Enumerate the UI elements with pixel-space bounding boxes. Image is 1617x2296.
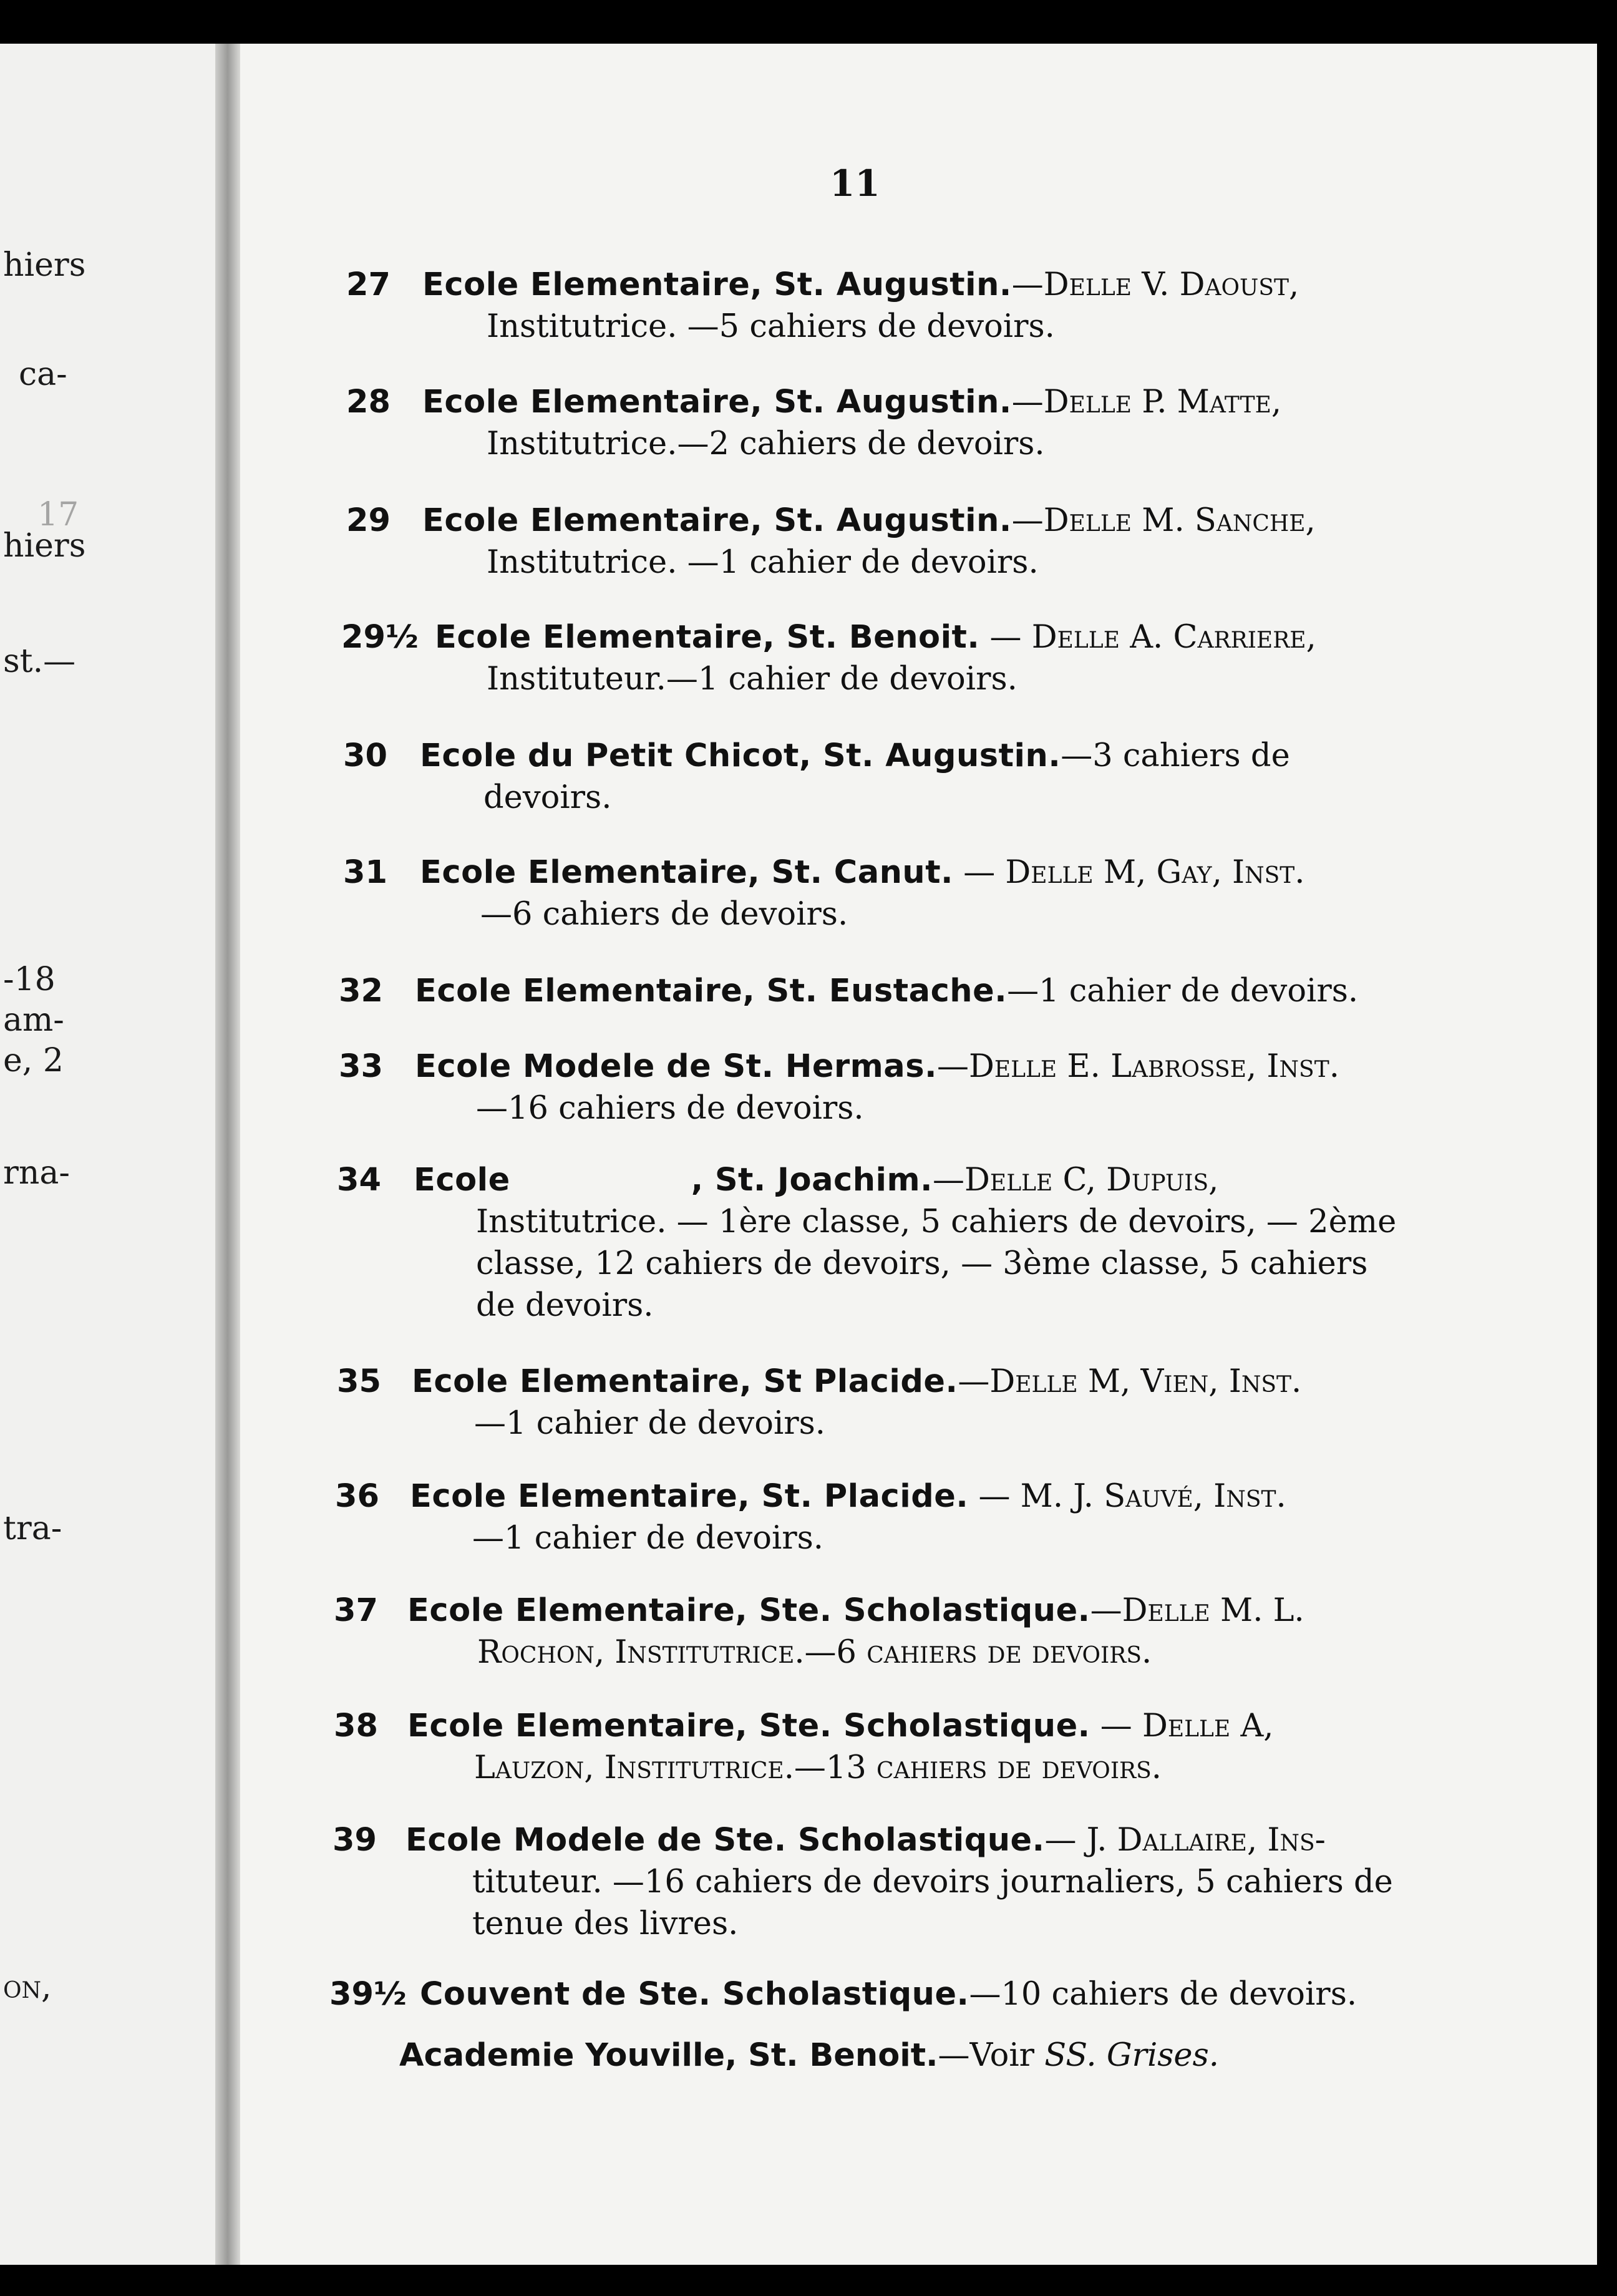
page-number: 11 xyxy=(830,162,880,205)
entry-detail: — J. Dallaire, Ins- xyxy=(1044,1822,1326,1859)
entry-detail: —1 cahier de devoirs. xyxy=(1007,973,1359,1009)
entry-title: Ecole Elementaire, Ste. Scholastique. xyxy=(407,1592,1090,1629)
entry-title: Ecole xyxy=(414,1162,510,1199)
entry-number: 36 xyxy=(335,1478,379,1515)
entry-number: 34 xyxy=(337,1162,381,1199)
entry-number: 27 xyxy=(346,266,391,303)
entry-number: 38 xyxy=(334,1708,378,1744)
entry-detail: —Delle C, Dupuis, xyxy=(933,1162,1219,1199)
entry-continuation: Institutrice. —5 cahiers de devoirs. xyxy=(487,308,1055,345)
entry-detail: — Delle A, xyxy=(1090,1708,1274,1744)
margin-fragment: rna- xyxy=(3,1154,70,1192)
entry-title: Ecole Elementaire, St. Augustin. xyxy=(422,384,1012,421)
entry-continuation: tenue des livres. xyxy=(472,1905,739,1942)
entry-title: Couvent de Ste. Scholastique. xyxy=(420,1976,969,2013)
margin-fragment: st.— xyxy=(3,643,76,680)
entry-number: 29½ xyxy=(341,619,419,656)
entry-title: Ecole Elementaire, St. Canut. xyxy=(420,854,953,891)
entry-title: Ecole Modele de Ste. Scholastique. xyxy=(405,1822,1045,1859)
entry-continuation: Rochon, Institutrice.—6 cahiers de devoirs. xyxy=(477,1634,1152,1671)
entry-number: 32 xyxy=(339,973,383,1009)
margin-fragment: ca- xyxy=(19,356,67,393)
entry-number: 35 xyxy=(337,1363,381,1400)
entry-detail: — Delle M, Gay, Inst. xyxy=(953,854,1305,891)
entry-number: 37 xyxy=(334,1592,378,1629)
entry-title: Ecole du Petit Chicot, St. Augustin. xyxy=(420,737,1061,774)
entry-number: 39 xyxy=(333,1822,377,1859)
margin-fragment: -18 xyxy=(3,961,56,998)
margin-fragment: hiers xyxy=(3,246,86,284)
entry-title-continued: , St. Joachim. xyxy=(691,1162,933,1199)
entry-number: 30 xyxy=(343,737,387,774)
entry-detail: — M. J. Sauvé, Inst. xyxy=(968,1478,1286,1515)
left-page-edge xyxy=(0,44,215,2265)
entry-detail: —10 cahiers de devoirs. xyxy=(969,1976,1357,2013)
entry-detail: —3 cahiers de xyxy=(1061,737,1290,774)
entry-detail: —Delle V. Daoust, xyxy=(1011,266,1299,303)
entry-number: 29 xyxy=(346,502,391,539)
entry-continuation: Institutrice. —1 cahier de devoirs. xyxy=(487,544,1039,581)
margin-fragment: 17 xyxy=(37,496,79,533)
entry-detail: —Delle M, Vien, Inst. xyxy=(958,1363,1302,1400)
entry-continuation: Institutrice. — 1ère classe, 5 cahiers de devoirs, — 2ème xyxy=(476,1204,1397,1240)
margin-fragment: e, 2 xyxy=(3,1042,64,1079)
entry-number: 28 xyxy=(346,384,391,421)
entry-continuation: Instituteur.—1 cahier de devoirs. xyxy=(487,661,1017,698)
entry-continuation: —16 cahiers de devoirs. xyxy=(476,1090,864,1127)
book-gutter xyxy=(215,44,240,2265)
entry-title: Ecole Modele de St. Hermas. xyxy=(415,1048,937,1085)
footer-title: Academie Youville, St. Benoit. xyxy=(399,2037,938,2074)
entry-continuation: —1 cahier de devoirs. xyxy=(474,1405,826,1442)
entry-continuation: classe, 12 cahiers de devoirs, — 3ème classe, 5 cahiers xyxy=(476,1245,1368,1282)
margin-fragment: tra- xyxy=(3,1510,62,1547)
margin-fragment: am- xyxy=(3,1001,64,1039)
entry-continuation: de devoirs. xyxy=(476,1287,654,1324)
margin-fragment: on, xyxy=(3,1968,52,2006)
entry-title: Ecole Elementaire, Ste. Scholastique. xyxy=(407,1708,1090,1744)
footer-rest: —Voir xyxy=(938,2037,1045,2074)
footer-reference xyxy=(399,2037,1219,2074)
entry-detail: — Delle A. Carriere, xyxy=(979,619,1316,656)
document-page xyxy=(240,44,1597,2265)
margin-fragment: hiers xyxy=(3,527,86,565)
entry-title: Ecole Elementaire, St. Benoit. xyxy=(435,619,980,656)
entry-continuation: Institutrice.—2 cahiers de devoirs. xyxy=(487,426,1045,462)
entry-number: 33 xyxy=(339,1048,383,1085)
entry-continuation: devoirs. xyxy=(483,779,612,816)
entry-continuation: —6 cahiers de devoirs. xyxy=(480,896,848,933)
entry-title: Ecole Elementaire, St. Augustin. xyxy=(422,266,1012,303)
entry-title: Ecole Elementaire, St. Placide. xyxy=(410,1478,969,1515)
entry-continuation: —1 cahier de devoirs. xyxy=(472,1520,824,1557)
entry-detail: —Delle P. Matte, xyxy=(1011,384,1282,421)
entry-title: Ecole Elementaire, St. Augustin. xyxy=(422,502,1012,539)
entry-continuation: Lauzon, Institutrice.—13 cahiers de devoirs. xyxy=(474,1749,1162,1786)
entry-title: Ecole Elementaire, St. Eustache. xyxy=(415,973,1008,1009)
entry-title: Ecole Elementaire, St Placide. xyxy=(412,1363,958,1400)
entry-detail: —Delle M. L. xyxy=(1090,1592,1304,1629)
entry-continuation: tituteur. —16 cahiers de devoirs journaliers, 5 cahiers de xyxy=(472,1864,1393,1900)
entry-number: 31 xyxy=(343,854,387,891)
entry-number: 39½ xyxy=(329,1976,407,2013)
entry-detail: —Delle E. Labrosse, Inst. xyxy=(936,1048,1339,1085)
footer-italic: SS. Grises. xyxy=(1044,2037,1219,2074)
entry-detail: —Delle M. Sanche, xyxy=(1011,502,1316,539)
